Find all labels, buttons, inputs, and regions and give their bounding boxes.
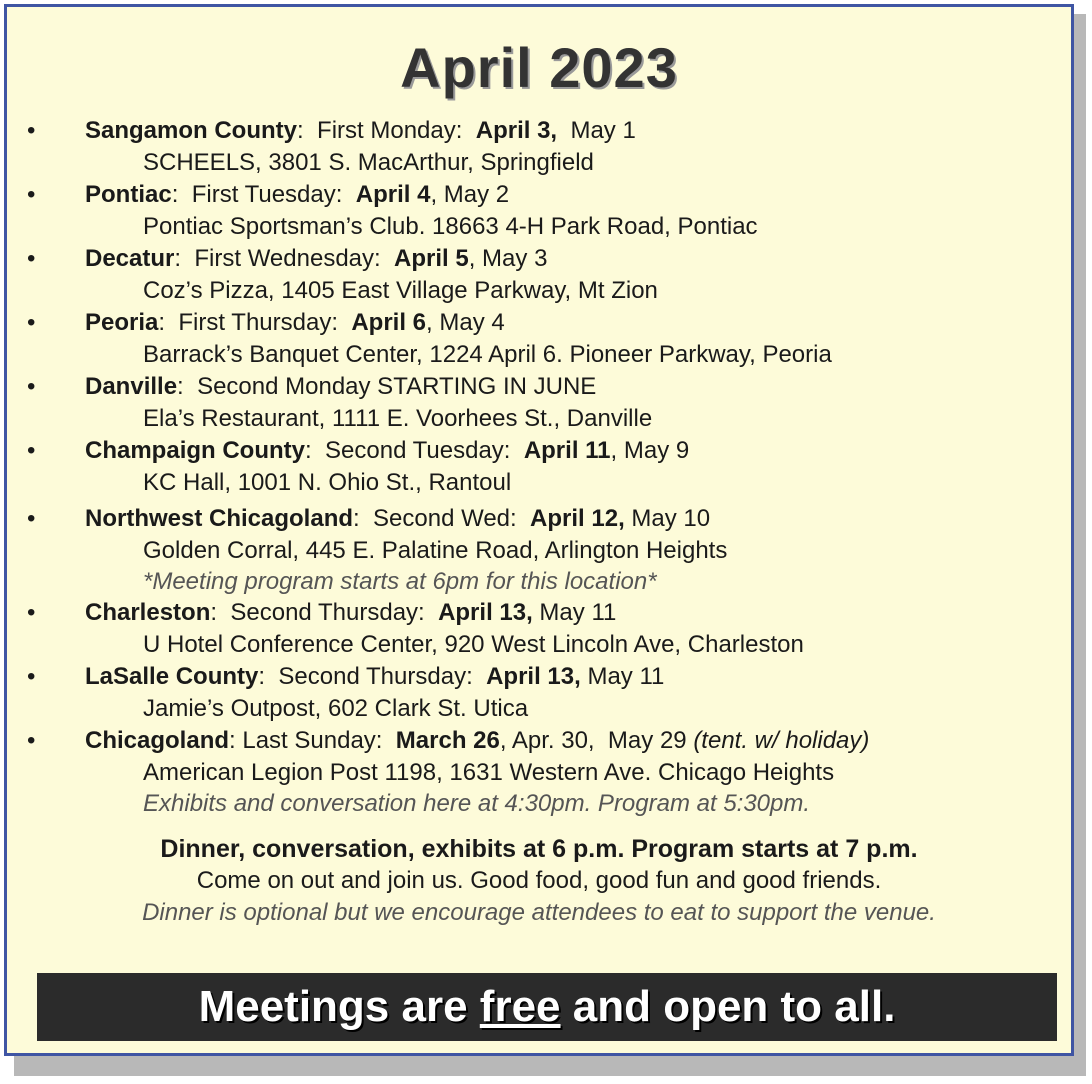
meeting-day: First Monday: [317, 117, 476, 144]
meeting-next-dates: May 1 [557, 117, 636, 144]
meeting-next-dates: May 11 [580, 663, 665, 690]
meeting-schedule-panel [4, 4, 1074, 1056]
meeting-day: Second Wed: [373, 505, 531, 532]
free-emphasis: free [479, 982, 561, 1031]
meeting-date: March 26 [395, 727, 500, 754]
meeting-entry [7, 307, 1071, 371]
meeting-address: Ela’s Restaurant, 1111 E. Voorhees St., Danville [143, 405, 653, 432]
meeting-schedule-line: LaSalle County: Second Thursday: April 13, May 11 [85, 663, 665, 690]
meeting-next-dates: May 11 [532, 599, 617, 626]
meeting-date: April 3, [475, 117, 558, 144]
meeting-schedule-line: Decatur: First Wednesday: April 5, May 3 [85, 245, 548, 272]
meeting-day: Second Tuesday: [325, 437, 524, 464]
meeting-schedule-line: Sangamon County: First Monday: April 3, May 1 [85, 117, 636, 144]
meeting-date: April 13, [486, 663, 581, 690]
meeting-next-dates: , May 9 [610, 437, 690, 464]
meeting-schedule-line: Northwest Chicagoland: Second Wed: April 12, May 10 [85, 505, 711, 532]
meeting-entry [7, 371, 1071, 435]
meeting-day: First Tuesday: [191, 181, 356, 208]
meeting-entry [7, 725, 1071, 819]
meeting-address: SCHEELS, 3801 S. MacArthur, Springfield [143, 149, 594, 176]
meeting-location-name: Sangamon County [85, 117, 298, 144]
meeting-day: First Wednesday: [194, 245, 395, 272]
footer-schedule-text: Dinner, conversation, exhibits at 6 p.m. Program starts at 7 p.m. [160, 835, 918, 863]
meeting-entry [7, 597, 1071, 661]
meeting-address: U Hotel Conference Center, 920 West Lincoln Ave, Charleston [143, 631, 804, 658]
meeting-address: KC Hall, 1001 N. Ohio St., Rantoul [143, 469, 512, 496]
meeting-next-dates: , May 2 [430, 181, 510, 208]
meeting-schedule-line: Peoria: First Thursday: April 6, May 4 [85, 309, 505, 336]
bullet-icon: • [27, 245, 36, 272]
meeting-entry [7, 243, 1071, 307]
meeting-schedule-line: Champaign County: Second Tuesday: April 11, May 9 [85, 437, 690, 464]
meeting-location-name: Pontiac [85, 181, 172, 208]
footer-dinner-note: Dinner is optional but we encourage attendees to eat to support the venue. [142, 899, 936, 926]
meeting-entry [7, 661, 1071, 725]
footer-invitation-text: Come on out and join us. Good food, good fun and good friends. [196, 867, 882, 894]
meeting-schedule-line: Chicagoland: Last Sunday: March 26, Apr. 30, May 29 (tent. w/ holiday) [85, 727, 870, 754]
meeting-entry [7, 179, 1071, 243]
meeting-address: American Legion Post 1198, 1631 Western Ave. Chicago Heights [143, 759, 835, 786]
meeting-location-name: Northwest Chicagoland [85, 505, 354, 532]
meeting-location-name: Decatur [85, 245, 175, 272]
meeting-entry [7, 503, 1071, 597]
meeting-address: Golden Corral, 445 E. Palatine Road, Arlington Heights [143, 537, 728, 564]
bullet-icon: • [27, 599, 36, 626]
bullet-icon: • [27, 727, 36, 754]
meeting-day: Second Monday STARTING IN JUNE [197, 373, 597, 400]
meeting-day: Last Sunday: [242, 727, 396, 754]
meeting-schedule-line: Danville: Second Monday STARTING IN JUNE [85, 373, 597, 400]
meeting-date: April 6 [351, 309, 427, 336]
meeting-day: Second Thursday: [278, 663, 487, 690]
bullet-icon: • [27, 663, 36, 690]
free-meetings-banner: Meetings are free and open to all. [37, 973, 1057, 1041]
meeting-address: Jamie’s Outpost, 602 Clark St. Utica [143, 695, 529, 722]
bullet-icon: • [27, 437, 36, 464]
bullet-icon: • [27, 373, 36, 400]
meeting-date: April 5 [394, 245, 469, 272]
meeting-day: First Thursday: [178, 309, 352, 336]
meeting-location-name: Champaign County [85, 437, 305, 464]
meeting-address: Coz’s Pizza, 1405 East Village Parkway, Mt Zion [143, 277, 658, 304]
footer-info [7, 833, 1071, 929]
meeting-next-dates: , May 3 [468, 245, 548, 272]
meeting-next-dates: , Apr. 30, May 29 [499, 727, 694, 754]
meeting-location-name: Peoria [85, 309, 159, 336]
meeting-location-name: LaSalle County [85, 663, 259, 690]
meeting-address: Barrack’s Banquet Center, 1224 April 6. Pioneer Parkway, Peoria [143, 341, 832, 368]
meeting-date: April 4 [355, 181, 431, 208]
meeting-date: April 11 [523, 437, 611, 464]
meeting-next-dates: , May 4 [426, 309, 505, 336]
bullet-icon: • [27, 181, 36, 208]
meeting-location-name: Danville [85, 373, 178, 400]
bullet-icon: • [27, 309, 36, 336]
meeting-location-name: Chicagoland [85, 727, 230, 754]
meeting-location-name: Charleston [85, 599, 211, 626]
meeting-note: *Meeting program starts at 6pm for this location* [143, 568, 657, 595]
meeting-date: April 13, [438, 599, 533, 626]
meeting-entry [7, 435, 1071, 499]
page-title: April 2023 [400, 36, 678, 99]
meeting-schedule-line: Charleston: Second Thursday: April 13, May 11 [85, 599, 617, 626]
bullet-icon: • [27, 505, 36, 532]
meeting-next-dates: May 10 [624, 505, 711, 532]
meeting-note: Exhibits and conversation here at 4:30pm. Program at 5:30pm. [143, 790, 811, 817]
meeting-date: April 12, [530, 505, 625, 532]
meeting-list [7, 115, 1071, 819]
meeting-schedule-line: Pontiac: First Tuesday: April 4, May 2 [85, 181, 510, 208]
meeting-day: Second Thursday: [230, 599, 439, 626]
bullet-icon: • [27, 117, 36, 144]
meeting-entry [7, 115, 1071, 179]
meeting-address: Pontiac Sportsman’s Club. 18663 4-H Park Road, Pontiac [143, 213, 758, 240]
